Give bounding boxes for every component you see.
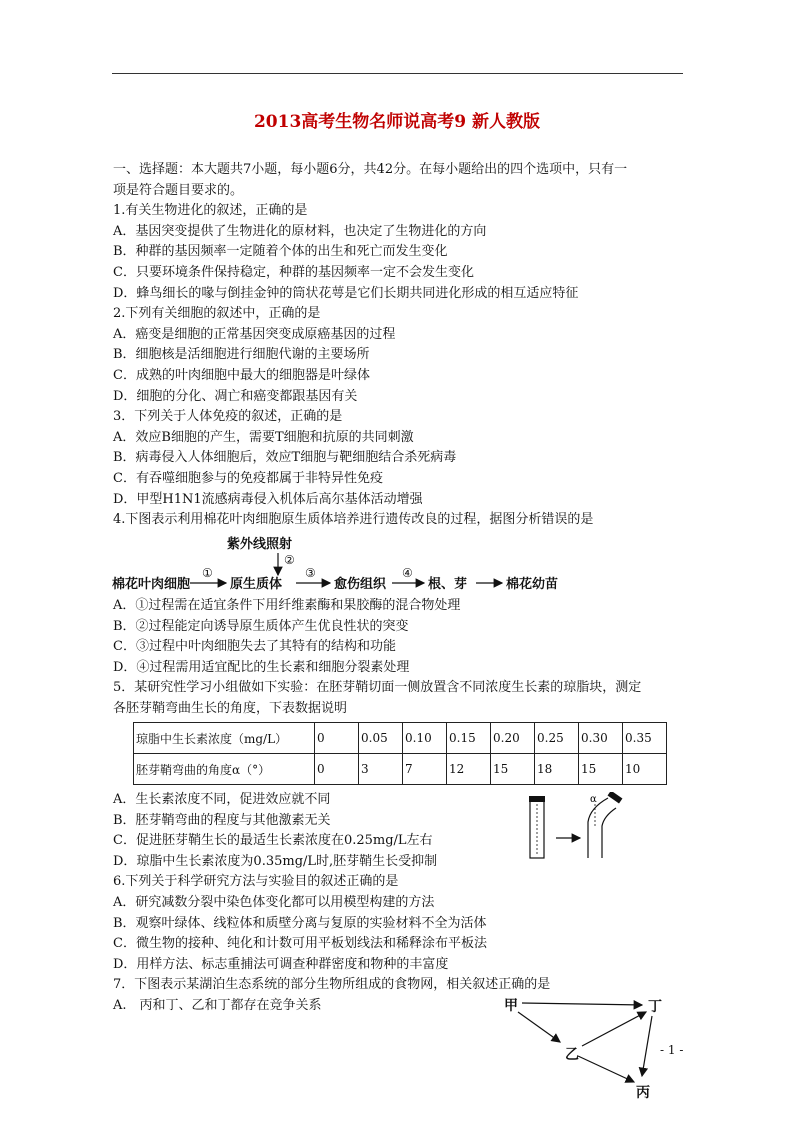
text-line: 5．某研究性学习小组做如下实验：在胚芽鞘切面一侧放置含不同浓度生长素的琼脂块，测定 (113, 680, 642, 696)
table-row (134, 754, 667, 785)
table-cell: 7 (403, 754, 447, 785)
text-line: D．甲型H1N1流感病毒侵入机体后高尔基体活动增强 (113, 491, 423, 507)
food-web-node-jia: 甲 (504, 998, 518, 1014)
text-line: 4.下图表示利用棉花叶肉细胞原生质体培养进行遗传改良的过程，据图分析错误的是 (113, 512, 594, 528)
table-cell: 15 (491, 754, 535, 785)
text-line: A．基因突变提供了生物进化的原材料，也决定了生物进化的方向 (113, 223, 487, 239)
flow-node-root-bud: 根、芽 (428, 577, 468, 592)
text-line: B．胚芽鞘弯曲的程度与其他激素无关 (113, 812, 331, 828)
flow-step-4: ④ (402, 566, 413, 580)
auxin-table (133, 722, 667, 785)
text-line: B．病毒侵入人体细胞后，效应T细胞与靶细胞结合杀死病毒 (113, 450, 457, 466)
text-line: A．效应B细胞的产生，需要T细胞和抗原的共同刺激 (113, 429, 414, 445)
coleoptile-figure (518, 792, 648, 862)
text-line: B．细胞核是活细胞进行细胞代谢的主要场所 (113, 347, 370, 363)
text-line: B．观察叶绿体、线粒体和质壁分离与复原的实验材料不全为活体 (113, 915, 487, 931)
flow-step-2: ② (284, 553, 295, 567)
table-cell: 0 (315, 723, 359, 754)
table-cell: 0.25 (535, 723, 579, 754)
table-cell: 10 (623, 754, 667, 785)
table-cell: 0.05 (359, 723, 403, 754)
flow-step-3: ③ (305, 566, 316, 580)
text-line: 7．下图表示某湖泊生态系统的部分生物所组成的食物网，相关叙述正确的是 (113, 977, 551, 993)
table-cell: 0.20 (491, 723, 535, 754)
table-cell: 12 (447, 754, 491, 785)
text-line: D．琼脂中生长素浓度为0.35mg/L时,胚芽鞘生长受抑制 (113, 853, 438, 869)
text-line: C．只要环境条件保持稳定，种群的基因频率一定不会发生变化 (113, 265, 474, 280)
text-line: C．有吞噬细胞参与的免疫都属于非特异性免疫 (113, 471, 383, 486)
table-row-label: 琼脂中生长素浓度（mg/L） (134, 723, 315, 754)
table-cell: 15 (579, 754, 623, 785)
food-web-node-ding: 丁 (648, 999, 662, 1015)
table-row (134, 723, 667, 754)
flow-step-1: ① (202, 566, 213, 580)
text-line: 3．下列关于人体免疫的叙述，正确的是 (113, 409, 343, 425)
text-line: 2.下列有关细胞的叙述中，正确的是 (113, 306, 321, 322)
text-line: A．生长素浓度不同，促进效应就不同 (113, 792, 331, 807)
text-line: C．成熟的叶肉细胞中最大的细胞器是叶绿体 (113, 368, 370, 383)
table-cell: 18 (535, 754, 579, 785)
flow-node-protoplast: 原生质体 (230, 577, 283, 592)
flow-arrows (112, 533, 692, 597)
text-line: C．③过程中叶肉细胞失去了其特有的结构和功能 (113, 639, 396, 655)
food-web-node-bing: 丙 (636, 1085, 650, 1101)
text-line: D．细胞的分化、凋亡和癌变都跟基因有关 (113, 388, 358, 404)
table-cell: 0.10 (403, 723, 447, 754)
table-cell: 0.15 (447, 723, 491, 754)
table-row-label: 胚芽鞘弯曲的角度α（°） (134, 754, 315, 785)
text-line: 一、选择题：本大题共7小题，每小题6分，共42分。在每小题给出的四个选项中，只有一 (113, 162, 628, 177)
text-line: C．促进胚芽鞘生长的最适生长素浓度在0.25mg/L左右 (113, 833, 433, 849)
flow-diagram (112, 533, 692, 597)
table-cell: 0.35 (623, 723, 667, 754)
text-line: A．癌变是细胞的正常基因突变成原癌基因的过程 (113, 326, 396, 342)
text-line: D．用样方法、标志重捕法可调查种群密度和物种的丰富度 (113, 956, 449, 972)
text-line: 项是符合题目要求的。 (113, 182, 244, 198)
alpha-label: α (590, 794, 597, 805)
table-cell: 0 (315, 754, 359, 785)
text-line: 1.有关生物进化的叙述，正确的是 (113, 203, 308, 219)
text-line: A．研究减数分裂中染色体变化都可以用模型构建的方法 (113, 895, 435, 910)
food-web-node-yi: 乙 (565, 1047, 579, 1063)
table-cell: 3 (359, 754, 403, 785)
text-line: D．蜂鸟细长的喙与倒挂金钟的筒状花萼是它们长期共同进化形成的相互适应特征 (113, 285, 579, 301)
text-line: 各胚芽鞘弯曲生长的角度，下表数据说明 (113, 701, 348, 716)
table-cell: 0.30 (579, 723, 623, 754)
flow-node-callus: 愈伤组织 (334, 577, 387, 592)
text-line: A. 丙和丁、乙和丁都存在竞争关系 (113, 998, 322, 1013)
uv-label: 紫外线照射 (227, 537, 293, 552)
text-line: 6.下列关于科学研究方法与实验目的叙述正确的是 (113, 874, 399, 890)
text-line: A．①过程需在适宜条件下用纤维素酶和果胶酶的混合物处理 (113, 598, 461, 613)
text-line: B．②过程能定向诱导原生质体产生优良性状的突变 (113, 618, 409, 634)
flow-node-seedling: 棉花幼苗 (506, 577, 559, 592)
flow-node-leaf-cell: 棉花叶肉细胞 (112, 577, 191, 592)
text-line: B．种群的基因频率一定随着个体的出生和死亡而发生变化 (113, 244, 448, 260)
page-number: - 1 - (660, 1043, 684, 1057)
header-rule (112, 73, 683, 74)
text-line: D．④过程需用适宜配比的生长素和细胞分裂素处理 (113, 659, 410, 675)
text-line: C．微生物的接种、纯化和计数可用平板划线法和稀释涂布平板法 (113, 936, 487, 952)
page-title: 2013高考生物名师说高考9 新人教版 (253, 112, 541, 132)
